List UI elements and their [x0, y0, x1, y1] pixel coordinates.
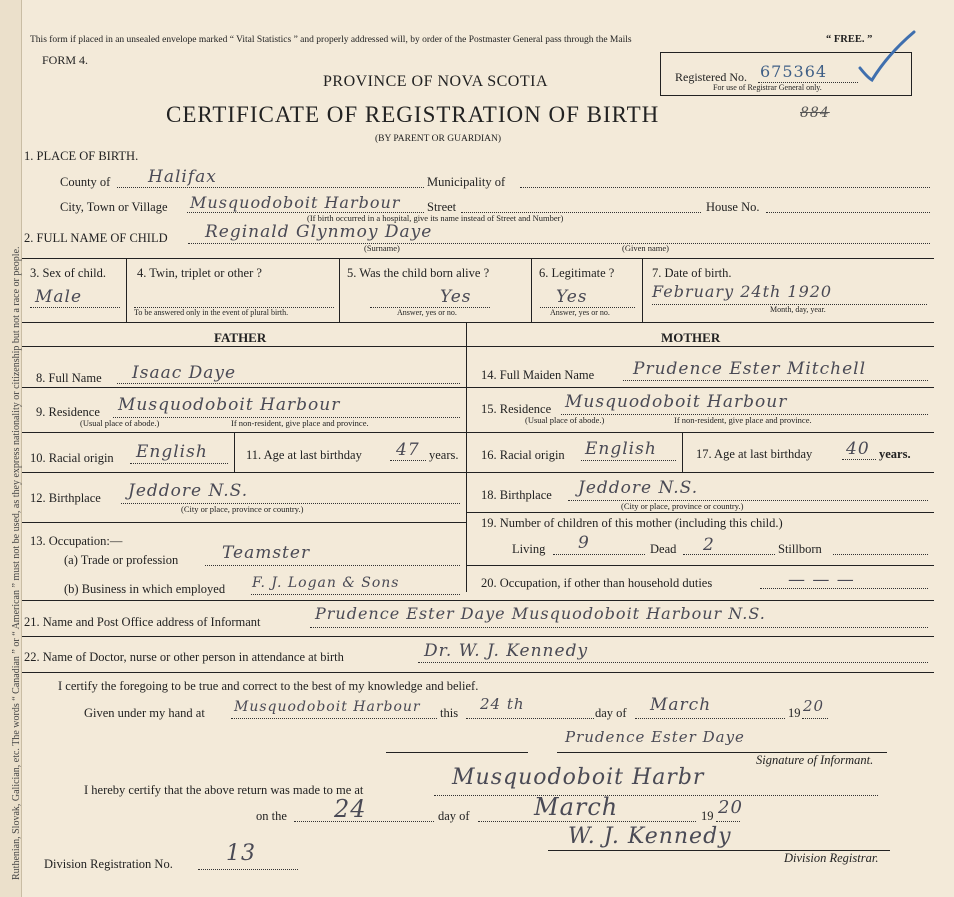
- division-no-value: 13: [226, 841, 256, 866]
- stillborn-label: Stillborn: [778, 542, 822, 556]
- given-day-of-label: day of: [595, 706, 627, 720]
- given-year-value: 20: [803, 697, 825, 715]
- given-month-value: March: [650, 695, 712, 715]
- given-place-value: Musquodoboit Harbour: [234, 699, 421, 715]
- father-birthplace-note: (City or place, province or country.): [181, 504, 304, 514]
- registrar-month-line: [478, 821, 696, 822]
- box-divider-3: [531, 258, 532, 322]
- municipality-line: [520, 187, 930, 188]
- registrar-year-line: [716, 821, 740, 822]
- dead-value: 2: [703, 535, 715, 555]
- living-line: [553, 554, 645, 555]
- father-birthplace-value: Jeddore N.S.: [128, 481, 249, 501]
- division-no-line: [198, 869, 298, 870]
- children-count-label: 19. Number of children of this mother (including this child.): [481, 516, 783, 530]
- twin-label: 4. Twin, triplet or other ?: [137, 266, 262, 280]
- house-no-label: House No.: [706, 200, 760, 214]
- legitimate-label: 6. Legitimate ?: [539, 266, 615, 280]
- given-place-line: [231, 718, 437, 719]
- father-age-value: 47: [396, 440, 420, 460]
- mother-maiden-line: [623, 380, 928, 381]
- father-trade-value: Teamster: [222, 543, 311, 563]
- twin-note: To be answered only in the event of plural birth.: [134, 308, 289, 317]
- given-month-line: [635, 718, 785, 719]
- registrar-place-line: [434, 795, 878, 796]
- mother-racial-line: [581, 460, 676, 461]
- registered-number: 675364: [760, 62, 828, 81]
- mother-age-label: 17. Age at last birthday: [696, 447, 813, 461]
- rule-below-column-headings: [22, 346, 934, 347]
- given-under-hand-label: Given under my hand at: [84, 706, 205, 720]
- registrar-day-value: 24: [334, 795, 367, 823]
- county-label: County of: [60, 175, 111, 189]
- given-year-line: [802, 718, 828, 719]
- city-value: Musquodoboit Harbour: [190, 193, 401, 212]
- box-divider-2: [339, 258, 340, 322]
- county-value: Halifax: [148, 167, 217, 187]
- mother-residence-label: 15. Residence: [481, 402, 552, 416]
- signature-rule-left: [386, 752, 528, 753]
- informant-line: [310, 627, 928, 628]
- dead-line: [683, 554, 775, 555]
- rule-row-22: [22, 672, 934, 673]
- date-of-birth-value: February 24th 1920: [652, 282, 833, 301]
- street-label: Street: [427, 200, 457, 214]
- registrar-statement: I hereby certify that the above return was made to me at: [84, 783, 364, 797]
- mother-residence-note-a: (Usual place of abode.): [525, 415, 605, 425]
- legitimate-value: Yes: [556, 287, 588, 307]
- sex-line: [30, 307, 120, 308]
- informant-value: Prudence Ester Daye Musquodoboit Harbour N.S.: [315, 604, 766, 623]
- mother-maiden-label: 14. Full Maiden Name: [481, 368, 595, 382]
- registrar-year-prefix: 19: [701, 809, 714, 823]
- father-business-label: (b) Business in which employed: [64, 582, 226, 596]
- father-business-value: F. J. Logan & Sons: [252, 575, 400, 591]
- father-racial-line: [130, 463, 228, 464]
- father-birthplace-label: 12. Birthplace: [30, 491, 101, 505]
- certification-statement: I certify the foregoing to be true and correct to the best of my knowledge and belief.: [58, 679, 479, 693]
- father-residence-value: Musquodoboit Harbour: [118, 395, 341, 415]
- registrar-month-value: March: [534, 793, 619, 821]
- registrar-signature: W. J. Kennedy: [568, 824, 732, 849]
- doctor-label: 22. Name of Doctor, nurse or other person in attendance at birth: [24, 650, 344, 664]
- this-label: this: [440, 706, 459, 720]
- father-occupation-label: 13. Occupation:—: [30, 534, 123, 548]
- father-age-label: 11. Age at last birthday: [246, 448, 362, 462]
- registrar-place-value: Musquodoboit Harbr: [452, 765, 705, 790]
- side-margin-text: Ruthenian, Slovak, Galician, etc. The words “ Canadian ” or “ American ” must not be used, as they express nationality or citizenship but not a race or people.: [11, 246, 22, 880]
- mother-occupation-value: — — —: [788, 570, 855, 590]
- rule-mother-row-19: [466, 565, 934, 566]
- mother-racial-value: English: [585, 439, 657, 459]
- father-heading: FATHER: [214, 330, 267, 345]
- date-of-birth-note: Month, day, year.: [770, 305, 826, 314]
- informant-label: 21. Name and Post Office address of Informant: [24, 615, 261, 629]
- given-name-note: (Given name): [622, 243, 669, 253]
- father-age-divider: [234, 432, 235, 472]
- mother-heading: MOTHER: [661, 330, 721, 345]
- sex-value: Male: [35, 287, 83, 307]
- mother-age-unit: years.: [879, 447, 911, 461]
- rule-above-boxes: [22, 258, 934, 259]
- certificate-title: CERTIFICATE OF REGISTRATION OF BIRTH: [166, 102, 660, 127]
- house-no-line: [766, 212, 930, 213]
- mother-birthplace-value: Jeddore N.S.: [578, 478, 699, 498]
- father-name-value: Isaac Daye: [132, 363, 237, 383]
- title-handwritten-mark: 884: [800, 105, 830, 121]
- father-trade-line: [205, 565, 460, 566]
- rule-row-10: [22, 472, 934, 473]
- mother-residence-note-b: If non-resident, give place and province.: [674, 415, 812, 425]
- father-residence-note-a: (Usual place of abode.): [80, 418, 160, 428]
- registrar-signature-label: Division Registrar.: [784, 851, 879, 865]
- alive-value: Yes: [440, 287, 472, 307]
- mother-birthplace-note: (City or place, province or country.): [621, 501, 744, 511]
- mother-residence-value: Musquodoboit Harbour: [565, 392, 788, 412]
- alive-note: Answer, yes or no.: [397, 308, 457, 317]
- living-label: Living: [512, 542, 546, 556]
- father-name-line: [117, 383, 460, 384]
- mail-notice: This form if placed in an unsealed envelope marked “ Vital Statistics ” and properly addressed will, by order of the Postmaster General pass through the Mails: [30, 35, 632, 45]
- legitimate-note: Answer, yes or no.: [550, 308, 610, 317]
- informant-signature-label: Signature of Informant.: [756, 753, 874, 767]
- box-divider-1: [126, 258, 127, 322]
- mother-age-line: [842, 459, 876, 460]
- mother-age-value: 40: [846, 439, 870, 459]
- living-value: 9: [578, 533, 590, 553]
- rule-mother-row-18: [466, 512, 934, 513]
- municipality-label: Municipality of: [427, 175, 506, 189]
- registrar-year-value: 20: [718, 797, 743, 818]
- mother-racial-label: 16. Racial origin: [481, 448, 565, 462]
- child-name-value: Reginald Glynmoy Daye: [205, 222, 433, 242]
- mother-maiden-value: Prudence Ester Mitchell: [633, 359, 867, 379]
- rule-row-13: [22, 600, 934, 601]
- stillborn-line: [833, 554, 928, 555]
- division-no-label: Division Registration No.: [44, 857, 173, 871]
- place-of-birth-heading: 1. PLACE OF BIRTH.: [24, 149, 139, 163]
- doctor-value: Dr. W. J. Kennedy: [424, 641, 589, 661]
- mail-free-text: “ FREE. ”: [826, 34, 873, 45]
- father-business-line: [251, 594, 460, 595]
- child-name-label: 2. FULL NAME OF CHILD: [24, 231, 168, 245]
- father-name-label: 8. Full Name: [36, 371, 102, 385]
- father-residence-label: 9. Residence: [36, 405, 100, 419]
- father-racial-label: 10. Racial origin: [30, 451, 114, 465]
- province-heading: PROVINCE OF NOVA SCOTIA: [323, 73, 549, 90]
- county-line: [117, 187, 424, 188]
- doctor-line: [418, 662, 928, 663]
- given-day-value: 24 th: [480, 695, 525, 713]
- column-divider: [466, 322, 467, 592]
- rule-row-8: [22, 387, 934, 388]
- city-label: City, Town or Village: [60, 200, 168, 214]
- father-residence-note-b: If non-resident, give place and province.: [231, 418, 369, 428]
- registered-note: For use of Registrar General only.: [713, 83, 822, 92]
- mother-age-divider: [682, 432, 683, 472]
- hospital-note: (If birth occurred in a hospital, give its name instead of Street and Number): [307, 213, 564, 223]
- informant-signature: Prudence Ester Daye: [565, 728, 745, 746]
- alive-label: 5. Was the child born alive ?: [347, 266, 490, 280]
- surname-note: (Surname): [364, 243, 400, 253]
- given-day-line: [466, 718, 594, 719]
- registrar-day-of-label: day of: [438, 809, 470, 823]
- given-year-prefix: 19: [788, 706, 801, 720]
- form-number: FORM 4.: [42, 53, 89, 67]
- blue-check-mark: [858, 28, 918, 84]
- rule-row-9: [22, 432, 934, 433]
- father-racial-value: English: [136, 442, 208, 462]
- sex-label: 3. Sex of child.: [30, 266, 107, 280]
- dead-label: Dead: [650, 542, 677, 556]
- child-name-line: [188, 243, 930, 244]
- father-trade-label: (a) Trade or profession: [64, 553, 179, 567]
- rule-below-boxes: [22, 322, 934, 323]
- rule-father-row-12: [22, 522, 466, 523]
- registrar-on-the-label: on the: [256, 809, 287, 823]
- certificate-subtitle: (BY PARENT OR GUARDIAN): [375, 134, 502, 144]
- father-age-line: [390, 460, 426, 461]
- registered-label: Registered No.: [675, 70, 747, 84]
- mother-occupation-label: 20. Occupation, if other than household duties: [481, 576, 713, 590]
- box-divider-4: [642, 258, 643, 322]
- rule-row-21: [22, 636, 934, 637]
- father-age-unit: years.: [429, 448, 459, 462]
- date-of-birth-label: 7. Date of birth.: [652, 266, 732, 280]
- mother-birthplace-label: 18. Birthplace: [481, 488, 552, 502]
